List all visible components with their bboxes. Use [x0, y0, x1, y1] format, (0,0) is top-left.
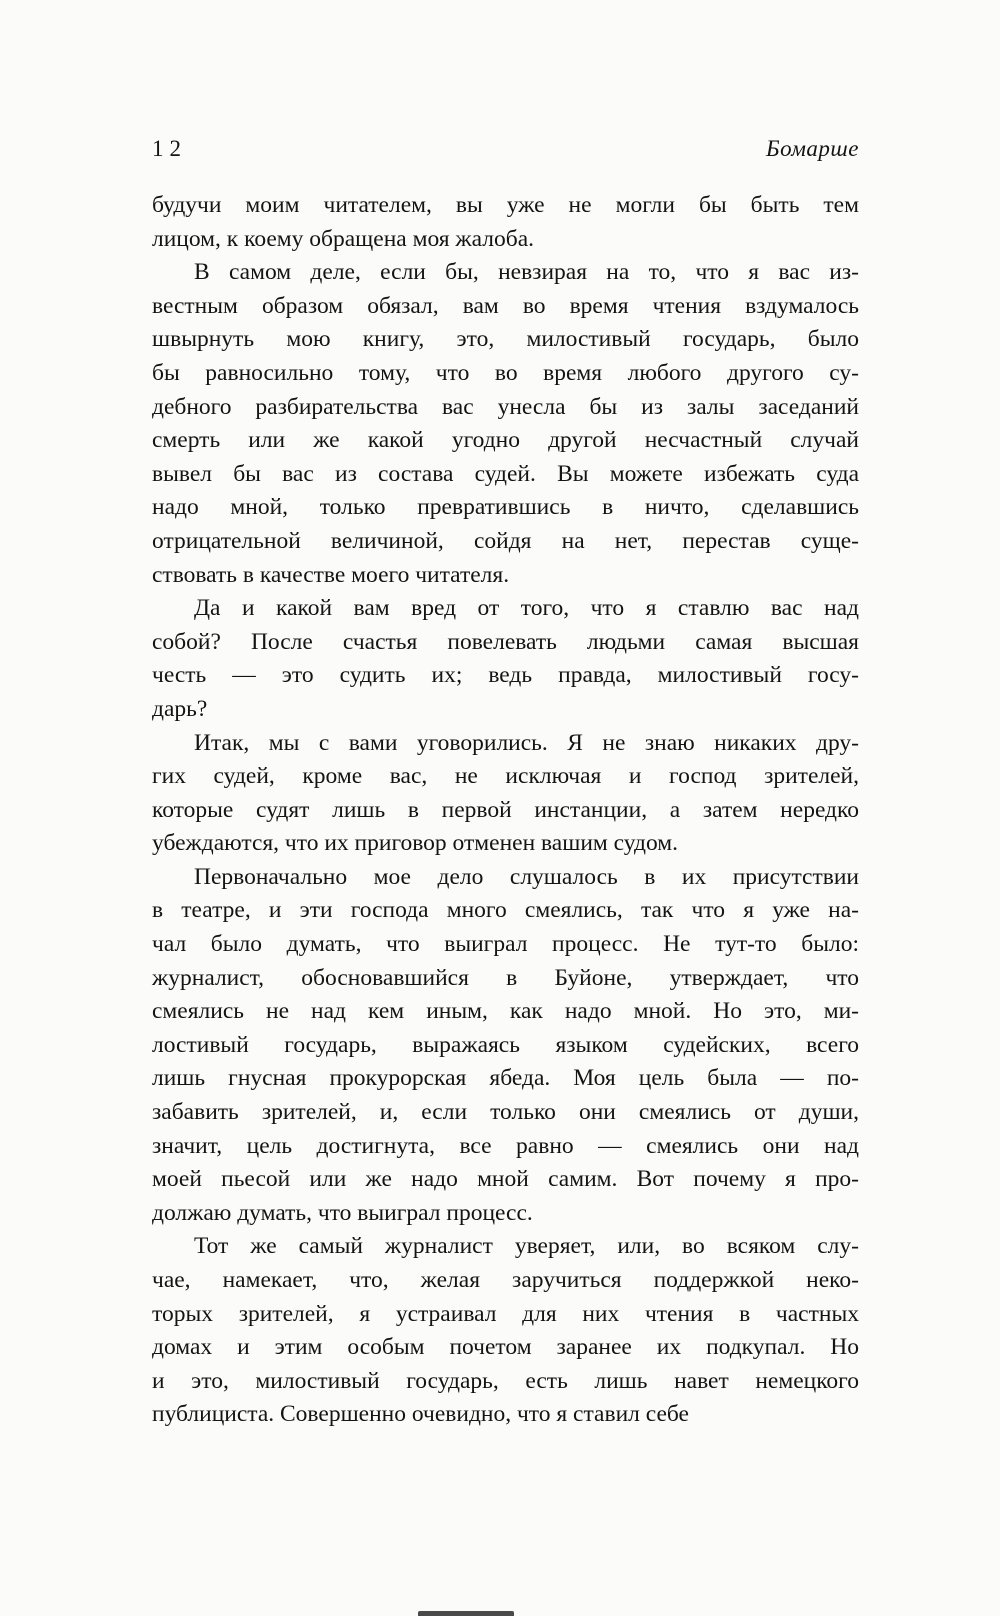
- text-line: гих судей, кроме вас, не исключая и господ зрителей,: [152, 763, 859, 790]
- text-line: забавить зрителей, и, если только они смеялись от души,: [152, 1099, 859, 1126]
- text-line: Тот же самый журналист уверяет, или, во всяком слу-: [194, 1233, 859, 1260]
- text-line: будучи моим читателем, вы уже не могли бы быть тем: [152, 192, 859, 218]
- text-line: смеялись не над кем иным, как надо мной. Но это, ми-: [152, 998, 859, 1025]
- text-line: надо мной, только превратившись в ничто, сделавшись: [152, 494, 859, 521]
- text-line: швырнуть мою книгу, это, милостивый государь, было: [152, 326, 859, 353]
- text-line: дебного разбирательства вас унесла бы из залы заседаний: [152, 393, 859, 420]
- paragraph: [152, 861, 859, 1231]
- text-line: чал было думать, что выиграл процесс. Не тут-то было:: [152, 931, 859, 958]
- text-line: смерть или же какой угодно другой несчастный случай: [152, 427, 859, 454]
- text-line: ствовать в качестве моего читателя.: [152, 561, 510, 588]
- text-line: Да и какой вам вред от того, что я ставлю вас над: [194, 595, 859, 622]
- text-line: честь — это судить их; ведь правда, милостивый госу-: [152, 662, 859, 689]
- page-number: 12: [152, 136, 187, 161]
- text-line: чае, намекает, что, желая заручиться поддержкой неко-: [152, 1267, 859, 1293]
- text-line: В самом деле, если бы, невзирая на то, что я вас из-: [194, 259, 859, 286]
- text-line: моей пьесой или же надо мной самим. Вот почему я про-: [152, 1166, 859, 1193]
- paragraph: [152, 592, 859, 726]
- text-line: лишь гнусная прокурорская ябеда. Моя цель была — по-: [152, 1065, 859, 1092]
- text-line: торых зрителей, я устраивал для них чтения в частных: [152, 1300, 859, 1327]
- text-line: отрицательной величиной, сойдя на нет, перестав суще-: [152, 527, 859, 554]
- text-line: лицом, к коему обращена моя жалоба.: [152, 225, 535, 252]
- running-head: Бомарше: [766, 136, 859, 161]
- text-line: вестным образом обязал, вам во время чтения вздумалось: [152, 292, 859, 319]
- text-line: Итак, мы с вами уговорились. Я не знаю никаких дру-: [194, 729, 859, 756]
- text-line: лостивый государь, выражаясь языком судейских, всего: [152, 1031, 859, 1058]
- text-line: убеждаются, что их приговор отменен вашим судом.: [152, 830, 679, 857]
- text-line: значит, цель достигнута, все равно — смеялись они над: [152, 1132, 859, 1159]
- text-line: домах и этим особым почетом заранее их подкупал. Но: [152, 1334, 859, 1361]
- text-line: должаю думать, что выиграл процесс.: [152, 1199, 533, 1226]
- text-line: которые судят лишь в первой инстанции, а затем нередко: [152, 796, 859, 823]
- scan-artifact: [418, 1611, 514, 1616]
- text-block: [152, 189, 859, 1432]
- paragraph: [152, 1230, 859, 1432]
- text-line: в театре, и эти господа много смеялись, так что я уже на-: [152, 897, 859, 924]
- paragraph: [152, 256, 859, 592]
- paragraph: [152, 189, 859, 256]
- text-line: дарь?: [152, 695, 208, 722]
- text-line: вывел бы вас из состава судей. Вы можете избежать суда: [152, 460, 859, 487]
- text-line: Первоначально мое дело слушалось в их присутствии: [194, 863, 859, 890]
- text-line: журналист, обосновавшийся в Буйоне, утверждает, что: [152, 964, 859, 991]
- text-line: бы равносильно тому, что во время любого другого су-: [152, 359, 859, 386]
- text-line: и это, милостивый государь, есть лишь навет немецкого: [152, 1367, 859, 1394]
- text-line: собой? После счастья повелевать людьми самая высшая: [152, 628, 859, 655]
- page-header: [152, 136, 859, 162]
- paragraph: [152, 727, 859, 861]
- text-line: публициста. Совершенно очевидно, что я ставил себе: [152, 1401, 689, 1428]
